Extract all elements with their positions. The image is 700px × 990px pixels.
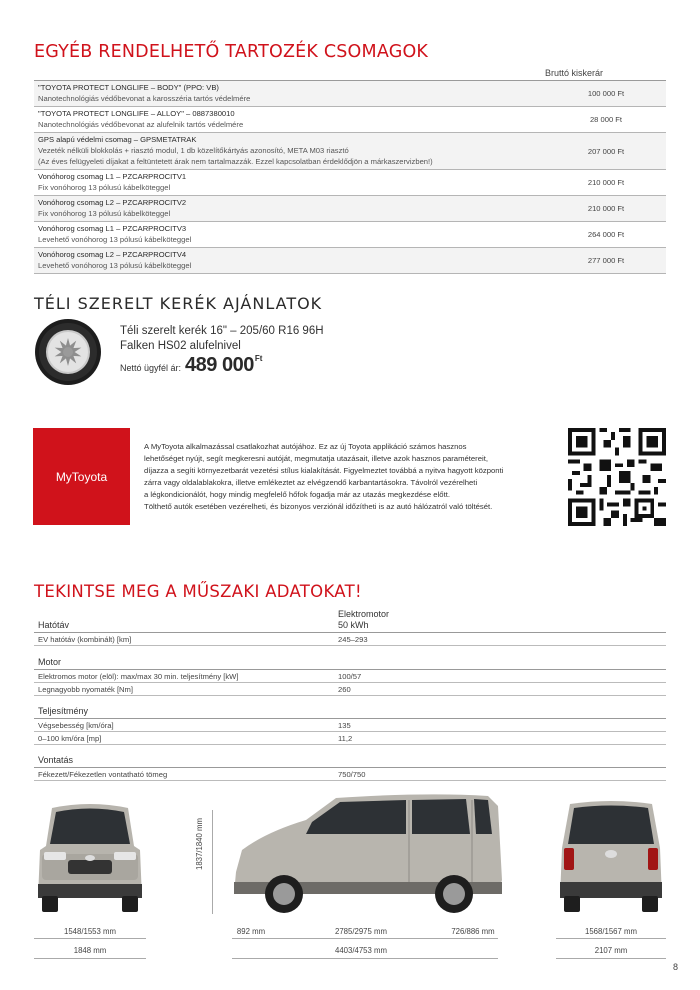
item-name: Vonóhorog csomag L2 – PZCARPROCITV4 — [38, 250, 187, 259]
column-line: Elektromotor — [338, 609, 390, 619]
item-price: 264 000 Ft — [587, 230, 625, 239]
spec-value: 11,2 — [338, 733, 353, 743]
price-label: Nettó ügyfél ár: — [120, 363, 182, 373]
spec-label: 0–100 km/óra [mp] — [38, 733, 102, 743]
item-name: Vonóhorog csomag L2 – PZCARPROCITV2 — [38, 198, 187, 207]
item-desc: Fix vonóhorog 13 pólusú kábelköteggel — [38, 183, 171, 192]
page-number: 8 — [672, 962, 678, 972]
rear-track-dimension: 1568/1567 mm — [584, 927, 637, 936]
spec-group-title: Hatótáv — [34, 620, 666, 633]
wheel-spec: Téli szerelt kerék 16" – 205/60 R16 96H — [120, 325, 324, 337]
vehicle-front-image — [34, 798, 146, 918]
dimension-line — [34, 958, 146, 959]
spec-value: 100/57 — [338, 671, 362, 681]
price-currency: Ft — [254, 354, 263, 363]
front-width-dimension: 1848 mm — [73, 946, 107, 955]
wheel-image — [34, 318, 102, 386]
spec-group-towing — [34, 755, 666, 781]
table-row — [34, 248, 666, 274]
item-desc: Levehető vonóhorog 13 pólusú kábelköteggel — [38, 235, 192, 244]
spec-group-motor — [34, 657, 666, 696]
table-row — [34, 222, 666, 248]
winter-title: TÉLI SZERELT KERÉK AJÁNLATOK — [34, 294, 323, 313]
table-row — [34, 170, 666, 196]
rear-overhang-dimension: 726/886 mm — [451, 927, 495, 936]
front-overhang-dimension: 892 mm — [236, 927, 266, 936]
text-line: a légkondicionálót, hogy mindig megfelelő hőfok fogadja már az utazás megkezdése előtt. — [144, 490, 450, 499]
vehicle-rear-image — [556, 798, 666, 918]
dimension-line — [232, 938, 498, 939]
text-line: lehetőséget nyújt, segít megkeresni autóját, megmutatja utazásait, illetve azok hasznos paramétereit, — [144, 454, 488, 463]
spec-value: 135 — [338, 720, 351, 730]
height-dimension: 1837/1840 mm — [195, 817, 204, 870]
table-row — [34, 683, 666, 696]
item-price: 207 000 Ft — [587, 146, 625, 156]
spec-group-range — [34, 620, 666, 646]
table-row — [34, 133, 666, 170]
spec-label: Végsebesség [km/óra] — [38, 720, 114, 730]
table-row — [34, 719, 666, 732]
column-line: 50 kWh — [338, 620, 369, 630]
item-price: 277 000 Ft — [587, 256, 625, 265]
spec-group-performance — [34, 706, 666, 745]
mytoyota-logo — [33, 428, 130, 525]
item-price: 210 000 Ft — [587, 178, 625, 187]
item-desc: Nanotechnológiás védőbevonat a karosszéria tartós védelmére — [38, 94, 251, 103]
dimension-line — [556, 938, 666, 939]
spec-label: Legnagyobb nyomaték [Nm] — [38, 684, 133, 694]
spec-label: Elektromos motor (elöl): max/max 30 min. teljesítmény [kW] — [38, 671, 239, 681]
table-row — [34, 732, 666, 745]
spec-label: EV hatótáv (kombinált) [km] — [38, 634, 132, 644]
spec-value: 245–293 — [338, 634, 368, 644]
item-note: (Az éves felügyeleti díjakat a feltüntetett árak nem tartalmazzák. Ezzel kapcsolatban érdeklődjön a márkaszervizben!) — [38, 157, 433, 166]
text-line: Tölthető autók esetében vezérelheti, és bizonyos verziónál időzítheti is az autó hálózatról való töltését. — [144, 502, 493, 511]
item-price: 28 000 Ft — [589, 115, 623, 124]
rear-width-dimension: 2107 mm — [594, 946, 628, 955]
table-row — [34, 81, 666, 107]
wheel-description — [120, 324, 324, 354]
table-row — [34, 633, 666, 646]
item-name: "TOYOTA PROTECT LONGLIFE – BODY" (PPO: VB) — [38, 83, 219, 92]
specs-title: TEKINTSE MEG A MŰSZAKI ADATOKAT! — [34, 582, 362, 601]
item-name: Vonóhorog csomag L1 – PZCARPROCITV3 — [38, 224, 187, 233]
mytoyota-text — [144, 441, 562, 513]
item-desc: Levehető vonóhorog 13 pólusú kábelköteggel — [38, 261, 192, 270]
text-line: díjazza a segíti környezetbarát vezetési stílus kialakítását. Figyelmeztet továbbá a nyitva hagyott központi — [144, 466, 504, 475]
item-name: "TOYOTA PROTECT LONGLIFE – ALLOY" – 0887380010 — [38, 109, 235, 118]
accessories-table — [34, 80, 666, 274]
spec-value: 750/750 — [338, 769, 366, 779]
accessories-title: EGYÉB RENDELHETŐ TARTOZÉK CSOMAGOK — [34, 42, 429, 62]
height-line — [212, 810, 213, 914]
table-row — [34, 768, 666, 781]
table-row — [34, 196, 666, 222]
dimension-line — [34, 938, 146, 939]
wheel-price-row — [120, 354, 262, 377]
wheelbase-dimension: 2785/2975 mm — [334, 927, 387, 936]
item-price: 100 000 Ft — [587, 89, 625, 98]
price-value: 489 000 — [185, 354, 254, 376]
dimension-line — [232, 958, 498, 959]
spec-group-title: Vontatás — [34, 755, 666, 768]
spec-label: Fékezett/Fékezetlen vontatható tömeg — [38, 769, 168, 779]
front-track-dimension: 1548/1553 mm — [63, 927, 116, 936]
price-column-header: Bruttó kiskerár — [545, 68, 604, 78]
item-name: GPS alapú védelmi csomag – GPSMETATRAK — [38, 135, 197, 144]
text-line: A MyToyota alkalmazással csatlakozhat autójához. Ez az új Toyota applikáció számos hasznos — [144, 442, 467, 451]
qr-code[interactable] — [568, 428, 666, 526]
dimension-line — [556, 958, 666, 959]
length-dimension: 4403/4753 mm — [334, 946, 387, 955]
mytoyota-label: MyToyota — [55, 469, 108, 484]
item-desc: Vezeték nélküli blokkolás + riasztó modul, 1 db közelítőkártyás azonosító, META M03 riasztó — [38, 146, 349, 155]
wheel-rim: Falken HS02 alufelnivel — [120, 340, 241, 352]
item-desc: Fix vonóhorog 13 pólusú kábelköteggel — [38, 209, 171, 218]
spec-group-title: Motor — [34, 657, 666, 670]
table-row — [34, 670, 666, 683]
spec-value: 260 — [338, 684, 351, 694]
text-line: zárra vagy oldalablakokra, illetve emlékeztet az elvégzendő karbantartásokra. Távolról vezérelheti — [144, 478, 478, 487]
item-price: 210 000 Ft — [587, 204, 625, 213]
spec-group-title: Teljesítmény — [34, 706, 666, 719]
table-row — [34, 107, 666, 133]
item-name: Vonóhorog csomag L1 – PZCARPROCITV1 — [38, 172, 187, 181]
vehicle-side-image — [226, 790, 508, 916]
item-desc: Nanotechnológiás védőbevonat az alufelnik tartós védelmére — [38, 120, 244, 129]
